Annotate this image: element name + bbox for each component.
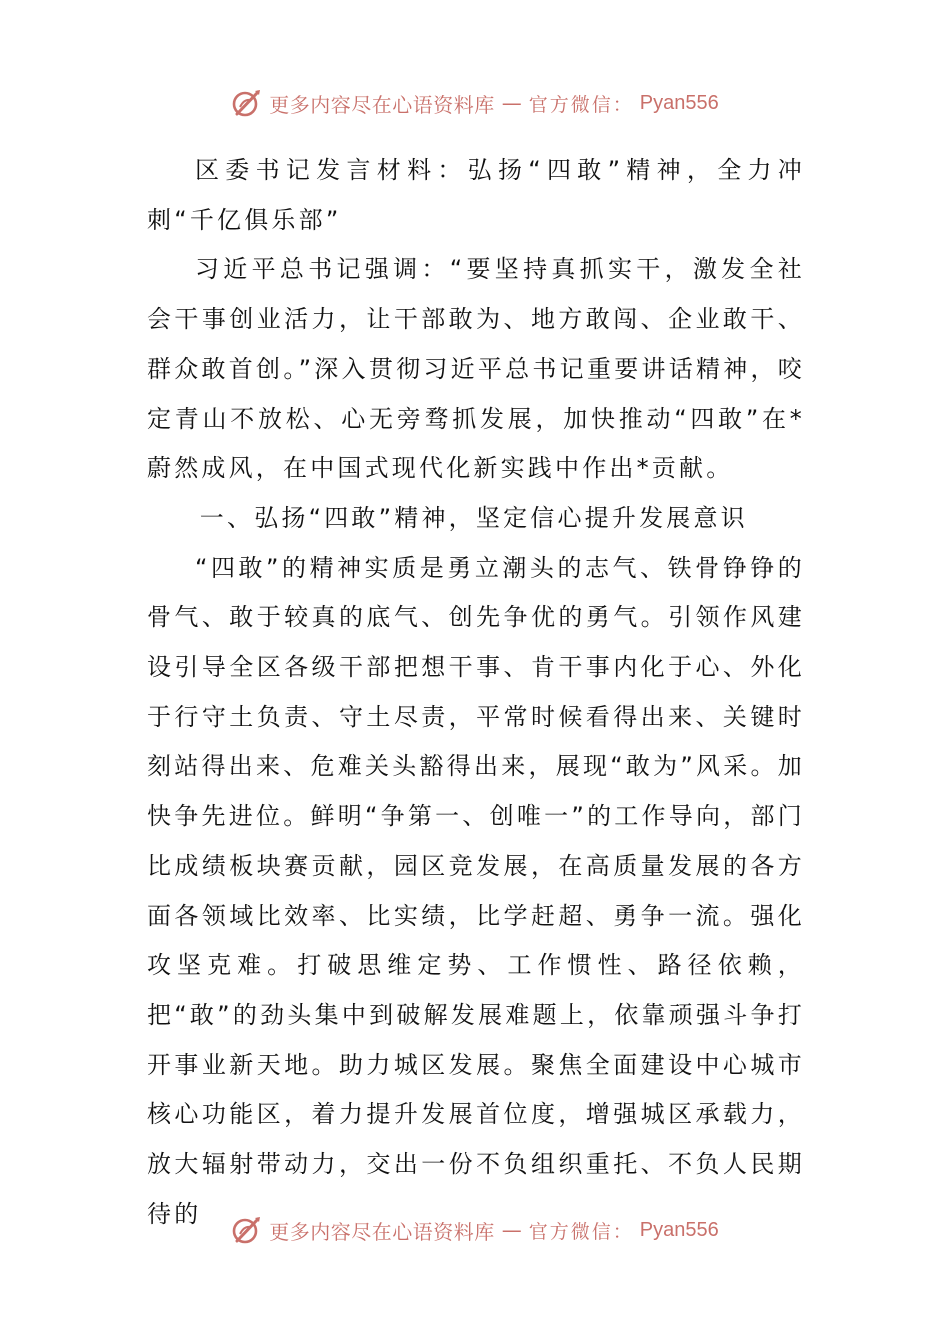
banner-wechat-label: 官方微信： <box>528 93 634 116</box>
document-body <box>147 146 805 1239</box>
footer-banner <box>0 1210 950 1250</box>
header-banner <box>0 83 950 123</box>
banner-wechat-label: 官方微信： <box>528 1220 634 1243</box>
banner-wechat-id: Pyan556 <box>639 91 719 114</box>
paragraph-body: “四敢”的精神实质是勇立潮头的志气、铁骨铮铮的骨气、敢于较真的底气、创先争优的勇气。引领作风建设引导全区各级干部把想干事、肯干事内化于心、外化于行守土负责、守土尽责，平常时候看得出来、关键时刻站得出来、危难关头豁得出来，展现“敢为”风采。加快争先进位。鲜明“争第一、创唯一”的工作导向，部门比成绩板块赛贡献，园区竞发展，在高质量发展的各方面各领域比效率、比实绩，比学赶超、勇争一流。强化攻坚克难。打破思维定势、工作惯性、路径依赖，把“敢”的劲头集中到破解发展难题上，依靠顽强斗争打开事业新天地。助力城区发展。聚焦全面建设中心城市核心功能区，着力提升发展首位度，增强城区承载力，放大辐射带动力，交出一份不负组织重托、不负人民期待的 <box>147 553 805 1228</box>
paragraph-intro: 习近平总书记强调：“要坚持真抓实干，激发全社会干事创业活力，让干部敢为、地方敢闯、企业敢干、群众敢首创。”深入贯彻习近平总书记重要讲话精神，咬定青山不放松、心无旁骛抓发展，加快推动“四敢”在*蔚然成风，在中国式现代化新实践中作出*贡献。 <box>147 255 805 483</box>
banner-dash: — <box>501 1218 522 1242</box>
pen-circle-logo-icon <box>231 87 263 119</box>
banner-main-text: 更多内容尽在心语资料库 <box>269 92 495 117</box>
section-heading: 一、弘扬“四敢”精神，坚定信心提升发展意识 <box>199 503 748 532</box>
banner-main-text: 更多内容尽在心语资料库 <box>269 1219 495 1244</box>
banner-wechat-id: Pyan556 <box>639 1218 719 1241</box>
banner-dash: — <box>501 91 522 115</box>
pen-circle-logo-icon <box>231 1214 263 1246</box>
document-title: 区委书记发言材料：弘扬“四敢”精神，全力冲刺“千亿俱乐部” <box>147 156 805 234</box>
